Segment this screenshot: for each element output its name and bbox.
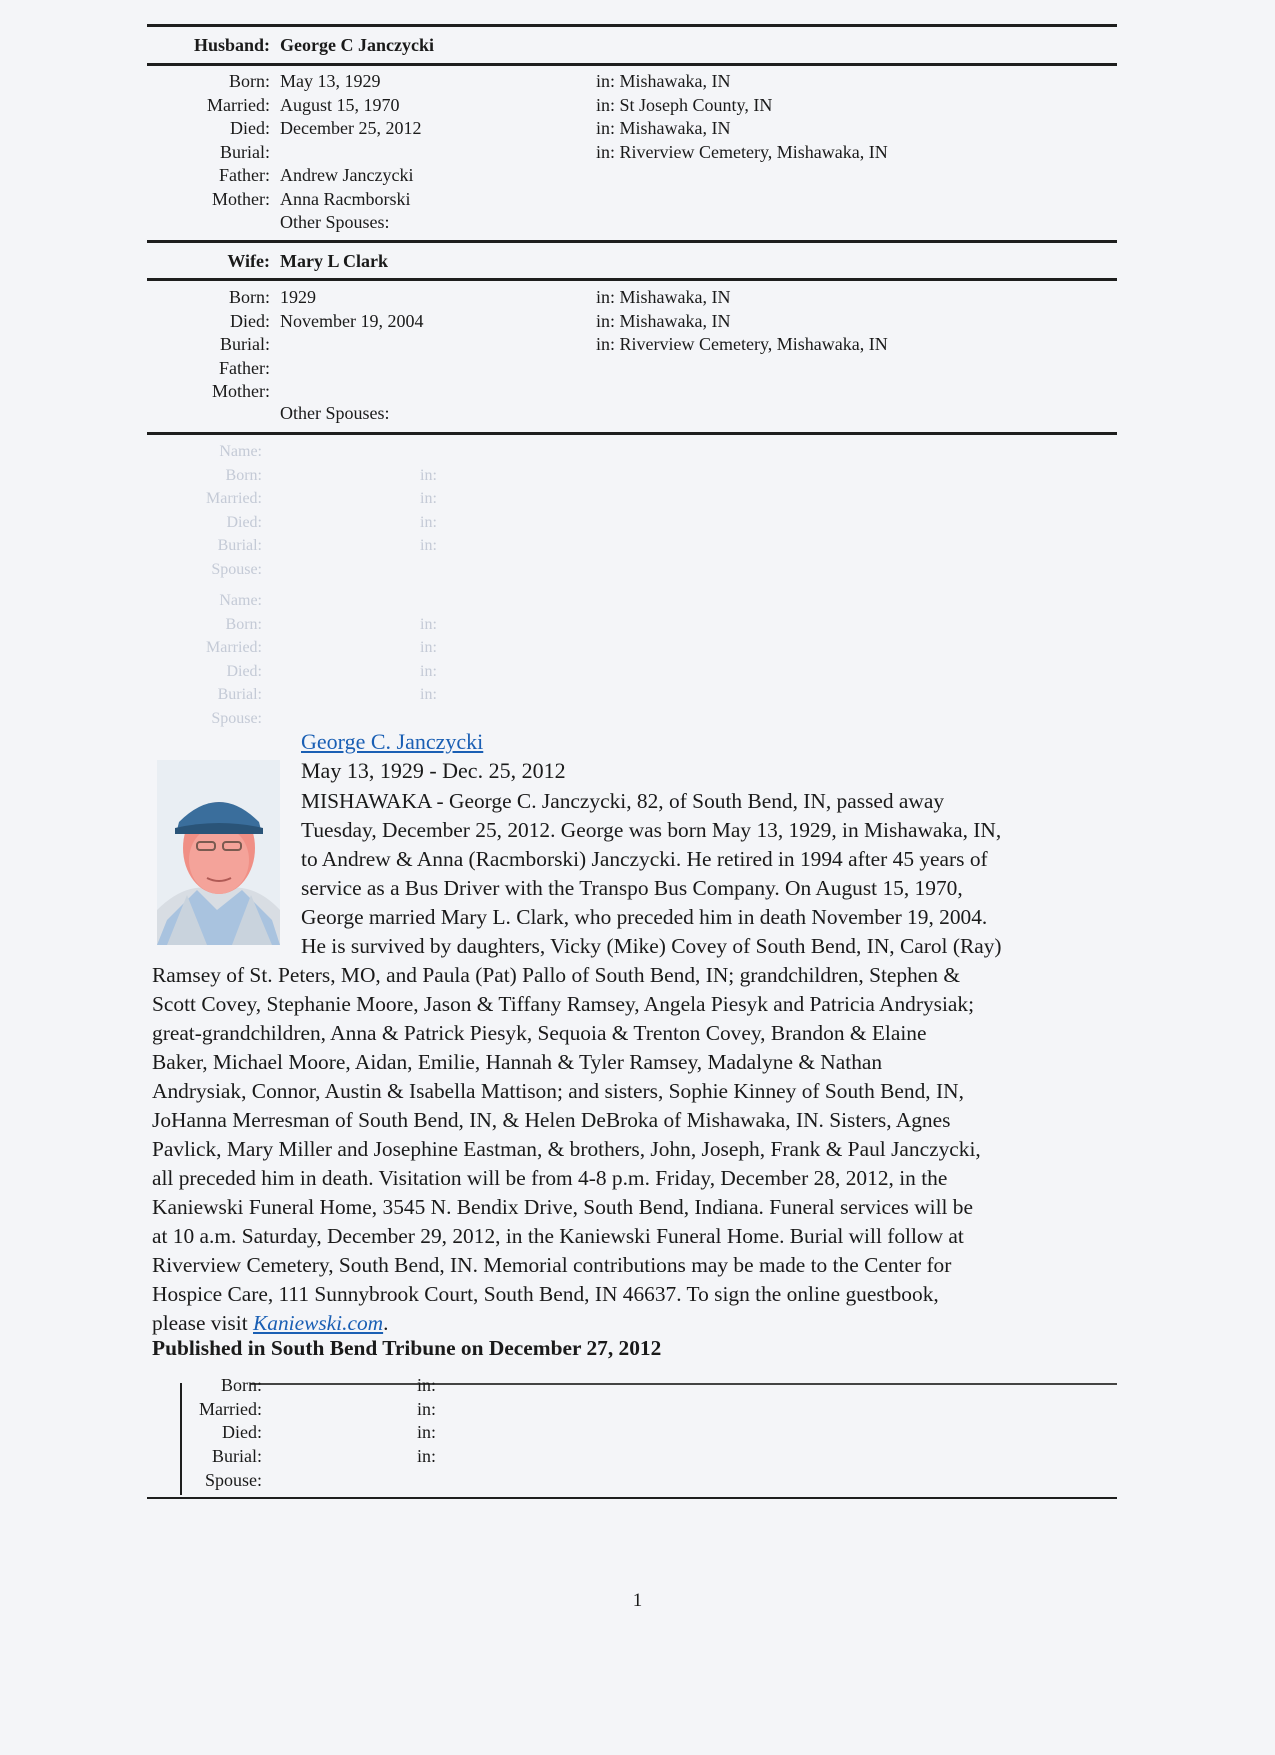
obituary-last-line	[152, 1309, 1132, 1338]
kaniewski-link[interactable]: Kaniewski.com	[253, 1311, 384, 1335]
field-place: in:	[417, 1446, 437, 1467]
section-rule	[147, 24, 1117, 27]
section-rule	[147, 1497, 1117, 1499]
husband-name: George C Janczycki	[280, 35, 434, 55]
field-label: Father:	[219, 165, 270, 185]
obituary-line: at 10 a.m. Saturday, December 29, 2012, in the Kaniewski Funeral Home. Burial will follow at	[152, 1224, 964, 1248]
field-value: May 13, 1929	[280, 71, 381, 91]
field-label: Died:	[230, 118, 270, 138]
obituary-line: great-grandchildren, Anna & Patrick Piesyk, Sequoia & Trenton Covey, Brandon & Elaine	[152, 1021, 927, 1045]
obituary-body	[152, 787, 1132, 1338]
obituary-line: Hospice Care, 111 Sunnybrook Court, South Bend, IN 46637. To sign the online guestbook,	[152, 1282, 939, 1306]
faded-row	[0, 443, 1275, 466]
published-line: Published in South Bend Tribune on December 27, 2012	[152, 1336, 662, 1360]
field-label: Born:	[228, 71, 270, 91]
obituary-line: Baker, Michael Moore, Aidan, Emilie, Hannah & Tyler Ramsey, Madalyne & Nathan	[152, 1050, 883, 1074]
obituary-line: all preceded him in death. Visitation will be from 4-8 p.m. Friday, December 28, 2012, in the	[152, 1166, 948, 1190]
field-label: Spouse:	[204, 1469, 262, 1490]
other-spouses-label: Other Spouses:	[280, 212, 390, 232]
field-label: Burial:	[220, 334, 270, 354]
detail-row	[0, 334, 1275, 357]
faded-row	[0, 490, 1275, 513]
obituary-title-link[interactable]: George C. Janczycki	[301, 729, 484, 754]
obituary-line: Pavlick, Mary Miller and Josephine Eastman, & brothers, John, Joseph, Frank & Paul Janczycki,	[152, 1137, 981, 1161]
field-label: Born:	[220, 1375, 262, 1395]
wife-header	[0, 251, 270, 275]
husband-label: Husband:	[193, 35, 270, 55]
other-spouses-row	[0, 403, 1275, 426]
field-label: Born:	[228, 287, 270, 307]
wife-name: Mary L Clark	[280, 251, 388, 271]
field-place: in: Riverview Cemetery, Mishawaka, IN	[596, 334, 888, 354]
obituary-line: Kaniewski Funeral Home, 3545 N. Bendix Drive, South Bend, Indiana. Funeral services will be	[152, 1195, 974, 1219]
section-rule	[147, 278, 1117, 281]
detail-row	[0, 1446, 1275, 1469]
field-value: 1929	[280, 287, 316, 307]
field-place: in:	[417, 1375, 437, 1395]
field-place: in:	[417, 1422, 437, 1443]
faded-in: in:	[420, 686, 437, 703]
field-place: in: Mishawaka, IN	[596, 71, 731, 91]
detail-row	[0, 1470, 1275, 1493]
faded-label: Spouse:	[211, 709, 262, 727]
obituary-line: He is survived by daughters, Vicky (Mike) Covey of South Bend, IN, Carol (Ray)	[301, 934, 1002, 958]
faded-label: Married:	[206, 639, 262, 656]
faded-label: Married:	[206, 490, 262, 507]
field-place: in: St Joseph County, IN	[596, 94, 773, 115]
obituary-line: George married Mary L. Clark, who preceded him in death November 19, 2004.	[301, 905, 988, 929]
faded-row	[0, 686, 1275, 709]
field-value: Andrew Janczycki	[280, 165, 414, 185]
faded-label: Born:	[225, 466, 262, 484]
detail-row	[0, 311, 1275, 334]
obituary-line: Scott Covey, Stephanie Moore, Jason & Tiffany Ramsey, Angela Piesyk and Patricia Andrysiak;	[152, 992, 975, 1016]
faded-in: in:	[420, 662, 437, 680]
field-place: in: Mishawaka, IN	[596, 287, 731, 307]
obituary-line: MISHAWAKA - George C. Janczycki, 82, of South Bend, IN, passed away	[301, 789, 945, 813]
other-spouses-label: Other Spouses:	[280, 403, 390, 423]
faded-row	[0, 561, 1275, 584]
field-place: in: Riverview Cemetery, Mishawaka, IN	[596, 141, 888, 162]
faded-row	[0, 467, 1275, 490]
faded-row	[0, 663, 1275, 686]
faded-label: Burial:	[217, 537, 262, 554]
faded-label: Died:	[226, 662, 262, 680]
detail-row	[0, 189, 1275, 212]
obituary-dates: May 13, 1929 - Dec. 25, 2012	[301, 758, 566, 783]
field-label: Married:	[207, 94, 270, 115]
obituary-line: Ramsey of St. Peters, MO, and Paula (Pat) Pallo of South Bend, IN; grandchildren, Stephen &	[152, 963, 960, 987]
faded-row	[0, 710, 1275, 733]
detail-row	[0, 142, 1275, 165]
field-label: Died:	[222, 1422, 262, 1443]
detail-row	[0, 381, 1275, 404]
faded-label: Died:	[226, 513, 262, 531]
detail-row	[0, 1422, 1275, 1445]
detail-row	[0, 358, 1275, 381]
detail-row	[0, 287, 1275, 310]
field-label: Burial:	[220, 141, 270, 162]
field-label: Died:	[230, 310, 270, 331]
detail-row	[0, 95, 1275, 118]
faded-label: Born:	[225, 615, 262, 633]
detail-row	[0, 118, 1275, 141]
other-spouses-row	[0, 212, 1275, 235]
field-place: in:	[417, 1398, 437, 1419]
faded-row	[0, 537, 1275, 560]
faded-label: Burial:	[217, 686, 262, 703]
husband-header	[0, 35, 270, 59]
faded-row	[0, 616, 1275, 639]
section-rule	[147, 240, 1117, 243]
visit-prefix: please visit	[152, 1311, 253, 1335]
wife-label: Wife:	[227, 251, 270, 271]
faded-row	[0, 639, 1275, 662]
faded-label: Name:	[219, 443, 262, 460]
field-place: in: Mishawaka, IN	[596, 118, 731, 138]
field-place: in: Mishawaka, IN	[596, 310, 731, 331]
obituary-line: to Andrew & Anna (Racmborski) Janczycki. He retired in 1994 after 45 years of	[301, 847, 988, 871]
obituary-line: Tuesday, December 25, 2012. George was born May 13, 1929, in Mishawaka, IN,	[301, 818, 1002, 842]
faded-in: in:	[420, 615, 437, 633]
faded-label: Name:	[219, 592, 262, 609]
field-value: November 19, 2004	[280, 310, 424, 331]
obituary-line: JoHanna Merresman of South Bend, IN, & Helen DeBroka of Mishawaka, IN. Sisters, Agnes	[152, 1108, 951, 1132]
faded-in: in:	[420, 466, 437, 484]
section-rule	[147, 432, 1117, 435]
obituary-line: Andrysiak, Connor, Austin & Isabella Mattison; and sisters, Sophie Kinney of South Bend, IN,	[152, 1079, 964, 1103]
field-label: Father:	[219, 357, 270, 378]
faded-row	[0, 592, 1275, 615]
faded-in: in:	[420, 639, 437, 656]
detail-row	[0, 1399, 1275, 1422]
obituary-line: Riverview Cemetery, South Bend, IN. Memorial contributions may be made to the Center for	[152, 1253, 952, 1277]
obituary-line: service as a Bus Driver with the Transpo Bus Company. On August 15, 1970,	[301, 876, 963, 900]
faded-in: in:	[420, 490, 437, 507]
field-label: Mother:	[212, 188, 270, 209]
page-number: 1	[632, 1590, 643, 1611]
detail-row	[0, 1375, 1275, 1398]
faded-in: in:	[420, 513, 437, 531]
section-rule	[147, 63, 1117, 66]
field-label: Married:	[199, 1398, 262, 1419]
field-label: Mother:	[212, 381, 270, 401]
field-value: December 25, 2012	[280, 118, 422, 138]
faded-row	[0, 514, 1275, 537]
detail-row	[0, 165, 1275, 188]
faded-label: Spouse:	[211, 560, 262, 578]
visit-suffix: .	[383, 1311, 389, 1335]
field-label: Burial:	[212, 1446, 262, 1467]
faded-in: in:	[420, 537, 437, 554]
detail-row	[0, 71, 1275, 94]
field-value: Anna Racmborski	[280, 188, 411, 209]
field-value: August 15, 1970	[280, 94, 400, 115]
